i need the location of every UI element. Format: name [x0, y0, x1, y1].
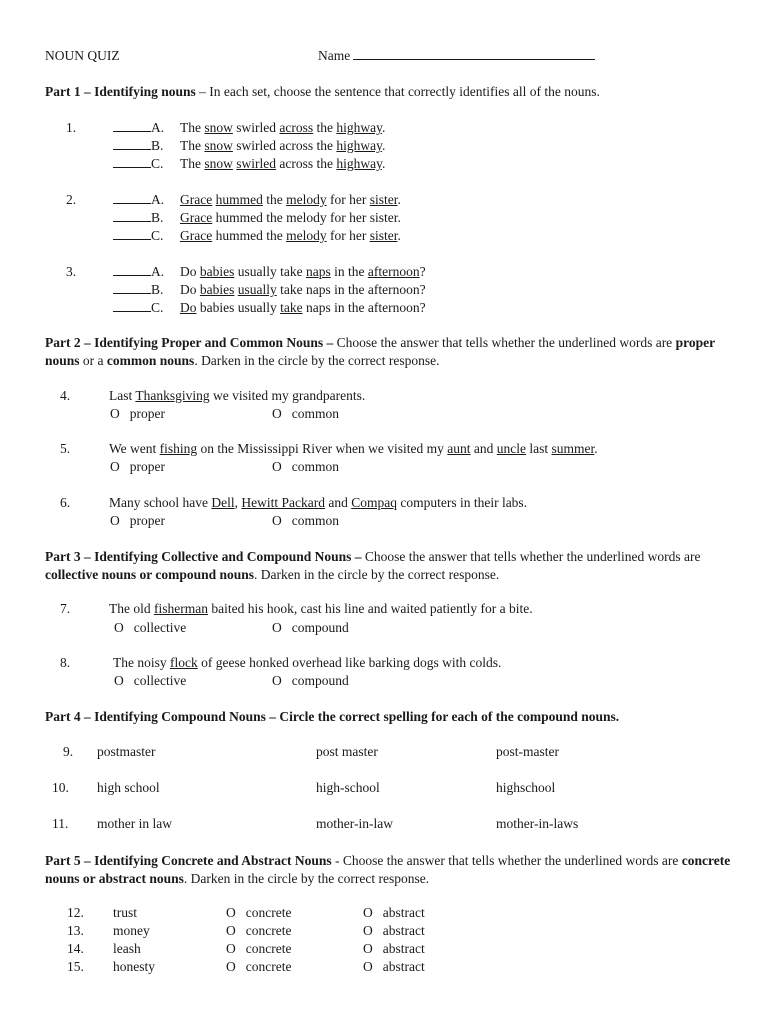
- q13-option-abstract[interactable]: O abstract: [363, 923, 425, 938]
- q2-option-a[interactable]: A.: [113, 192, 164, 208]
- answer-blank[interactable]: [113, 210, 151, 222]
- radio-circle: O: [272, 513, 282, 528]
- radio-circle: O: [363, 905, 373, 920]
- q5-option-common[interactable]: O common: [272, 459, 339, 474]
- answer-blank[interactable]: [113, 192, 151, 204]
- q15-option-concrete[interactable]: O concrete: [226, 959, 292, 974]
- q9-choice-1[interactable]: postmaster: [97, 744, 156, 759]
- q6-option-common[interactable]: O common: [272, 513, 339, 528]
- radio-circle: O: [272, 620, 282, 635]
- q1-option-a[interactable]: A.: [113, 120, 164, 136]
- radio-circle: O: [114, 620, 124, 635]
- answer-blank[interactable]: [113, 228, 151, 240]
- name-blank[interactable]: [353, 48, 595, 60]
- name-field[interactable]: [318, 48, 595, 64]
- q5-number: 5.: [60, 441, 71, 456]
- q7-number: 7.: [60, 601, 71, 616]
- q7-option-collective[interactable]: O collective: [114, 620, 187, 635]
- q2-option-b[interactable]: B.: [113, 210, 163, 226]
- radio-circle: O: [226, 905, 236, 920]
- q4-option-common[interactable]: O common: [272, 406, 339, 421]
- radio-circle: O: [226, 959, 236, 974]
- q15-number: 15.: [67, 959, 84, 974]
- q5-option-proper[interactable]: O proper: [110, 459, 165, 474]
- q3-option-a[interactable]: A.: [113, 264, 164, 280]
- q3-sentence-c: Do babies usually take naps in the afternoon?: [180, 300, 426, 315]
- radio-circle: O: [226, 941, 236, 956]
- q14-option-abstract[interactable]: O abstract: [363, 941, 425, 956]
- q8-number: 8.: [60, 655, 71, 670]
- q14-word: leash: [113, 941, 141, 956]
- q14-number: 14.: [67, 941, 84, 956]
- q2-sentence-b: Grace hummed the melody for her sister.: [180, 210, 401, 225]
- q2-option-c[interactable]: C.: [113, 228, 163, 244]
- q2-sentence-c: Grace hummed the melody for her sister.: [180, 228, 401, 243]
- part3-title: Part 3 – Identifying Collective and Compound Nouns –: [45, 549, 362, 564]
- q3-sentence-b: Do babies usually take naps in the afternoon?: [180, 282, 426, 297]
- q3-sentence-a: Do babies usually take naps in the afternoon?: [180, 264, 426, 279]
- quiz-title: NOUN QUIZ: [45, 48, 120, 63]
- radio-circle: O: [110, 459, 120, 474]
- q15-word: honesty: [113, 959, 155, 974]
- part1-instructions: – In each set, choose the sentence that correctly identifies all of the nouns.: [195, 84, 600, 99]
- part4-heading: [45, 709, 619, 725]
- answer-blank[interactable]: [113, 264, 151, 276]
- part3-heading: Part 3 – Identifying Collective and Compound Nouns – Choose the answer that tells whether the underlined words are collective nouns or compound nouns. Darken in the circle by the correct response.: [45, 549, 701, 582]
- q7-option-compound[interactable]: O compound: [272, 620, 349, 635]
- part2-title: Part 2 – Identifying Proper and Common Nouns –: [45, 335, 334, 350]
- q10-choice-1[interactable]: high school: [97, 780, 160, 795]
- answer-blank[interactable]: [113, 282, 151, 294]
- q12-option-abstract[interactable]: O abstract: [363, 905, 425, 920]
- q10-choice-2[interactable]: high-school: [316, 780, 380, 795]
- q3-number: 3.: [66, 264, 77, 279]
- q4-option-proper[interactable]: O proper: [110, 406, 165, 421]
- answer-blank[interactable]: [113, 120, 151, 132]
- q6-number: 6.: [60, 495, 71, 510]
- radio-circle: O: [272, 673, 282, 688]
- answer-blank[interactable]: [113, 138, 151, 150]
- radio-circle: O: [363, 923, 373, 938]
- part1-heading: [45, 84, 600, 100]
- q4-number: 4.: [60, 388, 71, 403]
- q12-option-concrete[interactable]: O concrete: [226, 905, 292, 920]
- q14-option-concrete[interactable]: O concrete: [226, 941, 292, 956]
- q1-option-c[interactable]: C.: [113, 156, 163, 172]
- q1-sentence-c: The snow swirled across the highway.: [180, 156, 386, 171]
- q12-word: trust: [113, 905, 138, 920]
- q8-option-collective[interactable]: O collective: [114, 673, 187, 688]
- radio-circle: O: [363, 941, 373, 956]
- q4-sentence: Last Thanksgiving we visited my grandparents.: [109, 388, 366, 403]
- q11-choice-2[interactable]: mother-in-law: [316, 816, 393, 831]
- q13-word: money: [113, 923, 150, 938]
- q1-option-b[interactable]: B.: [113, 138, 163, 154]
- q3-option-b[interactable]: B.: [113, 282, 163, 298]
- part4-title: Part 4 – Identifying Compound Nouns – Circle the correct spelling for each of the compound nouns.: [45, 709, 620, 724]
- q2-sentence-a: Grace hummed the melody for her sister.: [180, 192, 401, 207]
- part5-title: Part 5 – Identifying Concrete and Abstract Nouns: [45, 853, 332, 868]
- radio-circle: O: [363, 959, 373, 974]
- q6-sentence: Many school have Dell, Hewitt Packard and Compaq computers in their labs.: [109, 495, 528, 510]
- q10-number: 10.: [52, 780, 69, 795]
- q1-sentence-b: The snow swirled across the highway.: [180, 138, 386, 153]
- q12-number: 12.: [67, 905, 84, 920]
- q11-number: 11.: [52, 816, 69, 831]
- q8-option-compound[interactable]: O compound: [272, 673, 349, 688]
- q11-choice-1[interactable]: mother in law: [97, 816, 172, 831]
- answer-blank[interactable]: [113, 300, 151, 312]
- q7-sentence: The old fisherman baited his hook, cast his line and waited patiently for a bite.: [109, 601, 533, 616]
- q10-choice-3[interactable]: highschool: [496, 780, 556, 795]
- q15-option-abstract[interactable]: O abstract: [363, 959, 425, 974]
- radio-circle: O: [114, 673, 124, 688]
- q3-option-c[interactable]: C.: [113, 300, 163, 316]
- q9-number: 9.: [63, 744, 74, 759]
- radio-circle: O: [272, 459, 282, 474]
- q8-sentence: The noisy flock of geese honked overhead like barking dogs with colds.: [113, 655, 502, 670]
- q1-sentence-a: The snow swirled across the highway.: [180, 120, 386, 135]
- part1-title: Part 1 – Identifying nouns: [45, 84, 196, 99]
- q9-choice-2[interactable]: post master: [316, 744, 378, 759]
- part5-heading: Part 5 – Identifying Concrete and Abstract Nouns - Choose the answer that tells whether the underlined words are concrete nouns or abstract nouns. Darken in the circle by the correct response.: [45, 853, 731, 886]
- name-label: Name: [318, 48, 351, 63]
- q11-choice-3[interactable]: mother-in-laws: [496, 816, 579, 831]
- q9-choice-3[interactable]: post-master: [496, 744, 559, 759]
- part2-heading: Part 2 – Identifying Proper and Common Nouns – Choose the answer that tells whether the underlined words are proper nouns or a common nouns. Darken in the circle by the correct response.: [45, 335, 715, 368]
- q2-number: 2.: [66, 192, 77, 207]
- answer-blank[interactable]: [113, 156, 151, 168]
- q1-number: 1.: [66, 120, 77, 135]
- radio-circle: O: [272, 406, 282, 421]
- radio-circle: O: [110, 406, 120, 421]
- q6-option-proper[interactable]: O proper: [110, 513, 165, 528]
- q13-option-concrete[interactable]: O concrete: [226, 923, 292, 938]
- q5-sentence: We went fishing on the Mississippi River when we visited my aunt and uncle last summer.: [109, 441, 598, 456]
- radio-circle: O: [110, 513, 120, 528]
- q13-number: 13.: [67, 923, 84, 938]
- radio-circle: O: [226, 923, 236, 938]
